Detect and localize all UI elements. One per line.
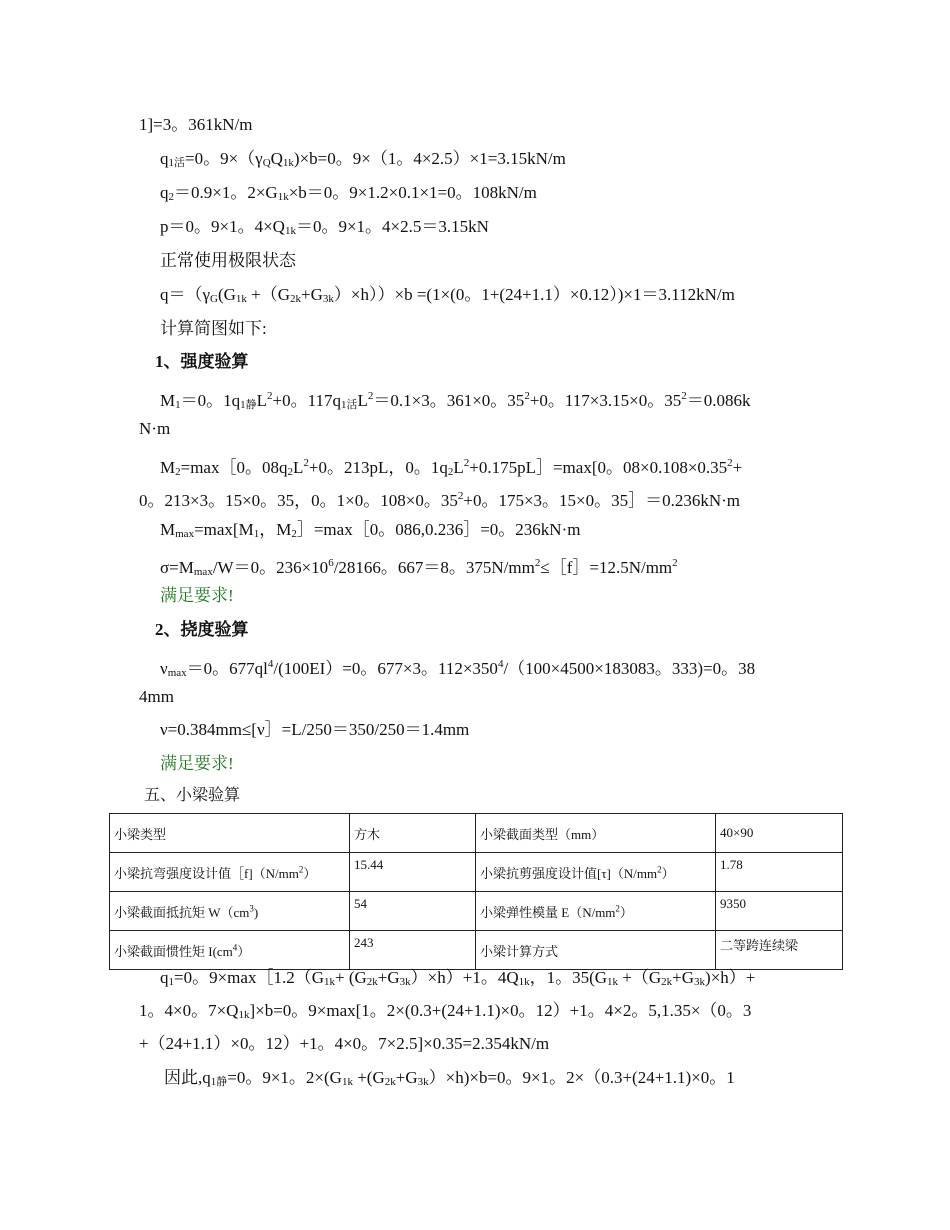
table-row xyxy=(110,892,843,931)
table-cell-value: 40×90 xyxy=(716,814,843,853)
table-cell-label: 小梁抗剪强度设计值$[\tau](N/mm^2)$ xyxy=(476,853,716,892)
table-cell-label: 小梁类型 xyxy=(110,814,350,853)
table-cell-value: 9350 xyxy=(716,892,843,931)
table-cell-value: 243 xyxy=(350,931,476,970)
table-cell-value: 1.78 xyxy=(716,853,843,892)
calc-line-q2: q2＝0.9×1。2×G1k×b＝0。9×1.2×0.1×1=0。108kN/m xyxy=(160,183,537,203)
table-cell-value: 15.44 xyxy=(350,853,476,892)
calc-line-p: p＝0。9×1。4×Q1k＝0。9×1。4×2.5＝3.15kN xyxy=(160,217,489,237)
calc-line-m1: M1＝0。1q1静$L^2+0$。117q1活$L^2=0.1\times 3$。361×0。$35^2+0$。117×3.15×0。$35^2=0.086k$ xyxy=(160,390,751,411)
calc-line-vmax-cont: 4mm xyxy=(139,687,174,706)
table-cell-label: 小梁截面惯性矩 $I(cm^4)$ xyxy=(110,931,350,970)
calc-line-v-limit: ν=0.384mm≤[ν］=L/250＝350/250＝1.4mm xyxy=(160,720,470,739)
small-beam-parameter-table xyxy=(109,813,843,970)
calc-line-sigma: σ=Mmax/W＝0。$236\times 10^6/28166$。667＝8。$375N/mm^2\le[f]=12.5N/mm^2$ xyxy=(160,557,678,578)
calc-line-serviceability-heading: 正常使用极限状态 xyxy=(160,251,296,270)
calc-line-q1-beam-cont1: 1。4×0。7×Q1k]×b=0。9×max[1。2×(0.3+(24+1.1)×0。12）+1。4×2。5,1.35×（0。3 xyxy=(139,1001,752,1021)
heading-deflection-check: 2、挠度验算 xyxy=(155,620,249,639)
calc-line-q1-static-result: 1]=3。361kN/m xyxy=(139,115,253,134)
heading-strength-check: 1、强度验算 xyxy=(155,352,249,371)
calc-line-q1-beam-cont2: +（24+1.1）×0。12）+1。4×0。7×2.5]×0.35=2.354kN/m xyxy=(139,1034,550,1053)
calc-line-m2-cont: 0。213×3。15×0。35，0。1×0。108×0。$35^2+0$。175×3。15×0。35］＝0.236kN·m xyxy=(139,490,741,510)
calc-line-vmax: νmax＝0。$677ql^4/(100EI)=0$。677×3。$112\times 350^4/(100\times 4500\times 183083$。333)=0。38 xyxy=(160,658,756,679)
result-strength-ok: 满足要求! xyxy=(160,586,234,605)
table-cell-label: 小梁抗弯强度设计值$[f](N/mm^2)$ xyxy=(110,853,350,892)
table-cell-value: 方木 xyxy=(350,814,476,853)
calc-line-diagram-note: 计算简图如下: xyxy=(160,319,267,338)
calc-line-mmax: Mmax=max[M1，M2］=max［0。086,0.236］=0。236kN·m xyxy=(160,520,581,540)
table-cell-value: 二等跨连续梁 xyxy=(716,931,843,970)
calc-line-q1-beam: q1=0。9×max［1.2（G1k+ (G2k+G3k）×h）+1。4Q1k，1。35(G1k +（G2k+G3k)×h）+ xyxy=(160,968,756,988)
table-cell-label: 小梁截面抵抗矩 $W(cm^3)$ xyxy=(110,892,350,931)
table-cell-value: 54 xyxy=(350,892,476,931)
calc-line-m1-cont: N·m xyxy=(139,419,171,438)
table-row xyxy=(110,853,843,892)
calc-line-q1-live: q1活=0。9×（γQQ1k)×b=0。9×（1。4×2.5）×1=3.15kN/m xyxy=(160,149,566,169)
result-deflection-ok: 满足要求! xyxy=(160,754,234,773)
table-cell-label: 小梁截面类型（mm） xyxy=(476,814,716,853)
calc-line-q-service: q＝（γG(G1k +（G2k+G3k）×h））×b =(1×(0。1+(24+1.1）×0.12）)×1＝3.112kN/m xyxy=(160,285,735,305)
calc-line-m2: M2=max［0。$08q2L^2+0$。213pL，0。$1q2L^2+0.175pL]=\max[0$。$08\times 0.108\times 0.35^2+$ xyxy=(160,457,743,478)
section-title-small-beam: 五、小梁验算 xyxy=(144,787,241,804)
table-row xyxy=(110,814,843,853)
table-cell-label: 小梁计算方式 xyxy=(476,931,716,970)
table-row xyxy=(110,931,843,970)
calc-line-q1-static-beam: 因此,q1静=0。9×1。2×(G1k +(G2k+G3k）×h)×b=0。9×1。2×（0.3+(24+1.1)×0。1 xyxy=(164,1068,735,1088)
table-cell-label: 小梁弹性模量 $E(N/mm^2)$ xyxy=(476,892,716,931)
